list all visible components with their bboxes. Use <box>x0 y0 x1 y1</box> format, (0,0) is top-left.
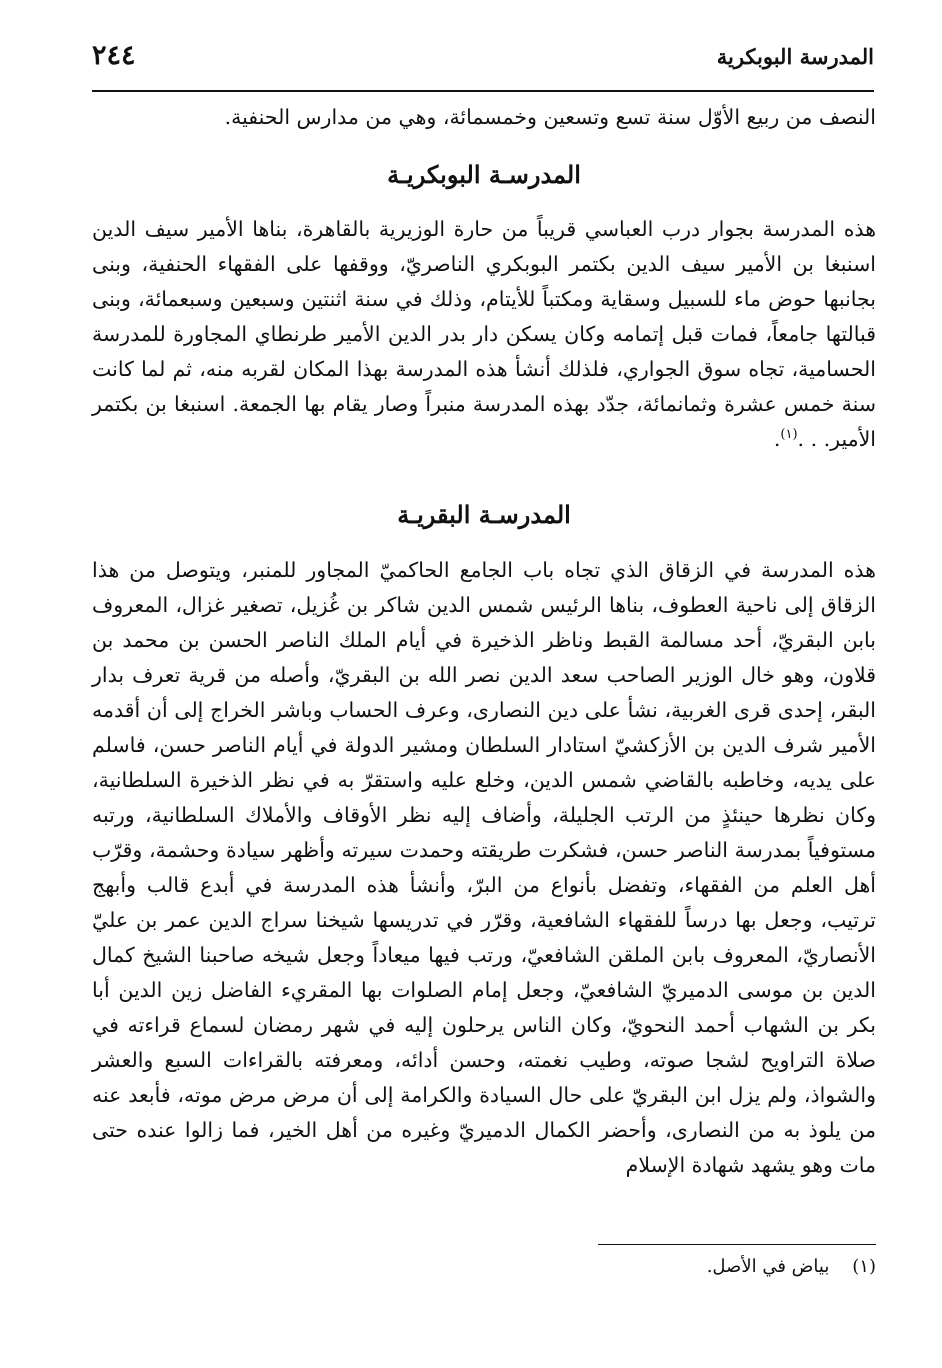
footnote-marker: (١) <box>852 1256 876 1277</box>
footnote-rule <box>598 1244 876 1245</box>
section-body-baqariya <box>92 553 876 1183</box>
footnote-reference: (١) <box>780 427 798 443</box>
running-header <box>92 40 874 86</box>
footnote-text: بياض في الأصل. <box>706 1256 830 1277</box>
section-title-bubakriya: المدرسـة البوبكريـة <box>387 160 581 189</box>
running-title: المدرسة البوبكرية <box>716 44 874 69</box>
header-rule <box>92 90 874 92</box>
paragraph-end: . <box>773 427 781 451</box>
footnote <box>707 1256 876 1277</box>
section-body-bubakriya <box>92 212 876 457</box>
page-number: ٢٤٤ <box>92 40 136 71</box>
section-title-baqariya: المدرسـة البقريـة <box>397 500 571 529</box>
intro-text: النصف من ربيع الأوّل سنة تسع وتسعين وخمسمائة، وهي من مدارس الحنفية. <box>224 105 876 129</box>
paragraph-text: هذه المدرسة في الزقاق الذي تجاه باب الجامع الحاكميّ المجاور للمنبر، ويتوصل من هذا الزقاق إلى ناحية العطوف، بناها الرئيس شمس الدين شاكر بن غُزيل، تصغير غزال، المعروف بابن البقريّ، أحد مسالمة القبط وناظر الذخيرة في أيام الملك الناصر الحسن بن محمد بن قلاون، وهو خال الوزير الصاحب سعد الدين نصر الله بن البقريّ، وأصله من قرية تعرف بدار البقر، إحدى قرى الغربية، نشأ على دين النصارى، وعرف الحساب وباشر الخراج إلى أن أقدمه الأمير شرف الدين بن الأزكشيّ استادار السلطان ومشير الدولة في أيام الناصر حسن، فاسلم على يديه، وخاطبه بالقاضي شمس الدين، وخلع عليه واستقرّ به في نظر الذخيرة السلطانية، وكان نظرها حينئذٍ من الرتب الجليلة، وأضاف إليه نظر الأوقاف والأملاك السلطانية، ورتبه مستوفياً بمدرسة الناصر حسن، فشكرت طريقته وحمدت سيرته وأظهر سيادة وحشمة، وقرّب أهل العلم من الفقهاء، وتفضل بأنواع من البرّ، وأنشأ هذه المدرسة في أبدع قالب وأبهج ترتيب، وجعل بها درساً للفقهاء الشافعية، وقرّر في تدريسها شيخنا سراج الدين عمر بن عليّ الأنصاريّ، المعروف بابن الملقن الشافعيّ، ورتب فيها ميعاداً وجعل شيخه صاحبنا الشيخ كمال الدين بن موسى الدميريّ الشافعيّ، وجعل إمام الصلوات بها المقريء الفاضل زين الدين أبا بكر بن الشهاب أحمد النحويّ، وكان الناس يرحلون إليه في شهر رمضان لسماع قراءته في صلاة التراويح لشجا صوته، وطيب نغمته، وحسن أدائه، ومعرفته بالقراءات السبع والعشر والشواذ، ولم يزل ابن البقريّ على حال السيادة والكرامة إلى أن مرض مرض موته، فأبعد عنه من يلوذ به من النصارى، وأحضر الكمال الدميريّ وغيره من أهل الخير، فما زالوا عنده حتى مات وهو يشهد شهادة الإسلام <box>92 558 876 1177</box>
intro-paragraph <box>92 100 876 135</box>
paragraph-text: هذه المدرسة بجوار درب العباسي قريباً من حارة الوزيرية بالقاهرة، بناها الأمير سيف الدين اسنبغا بن الأمير سيف الدين بكتمر البوبكري الناصريّ، ووقفها على الفقهاء الحنفية، وبنى بجانبها حوض ماء للسبيل وسقاية ومكتباً للأيتام، وذلك في سنة اثنتين وسبعين وسبعمائة، وبنى قبالتها جامعاً، فمات قبل إتمامه وكان يسكن دار بدر الدين الأمير طرنطاي المجاورة للمدرسة الحسامية، تجاه سوق الجواري، فلذلك أنشأ هذه المدرسة بهذا المكان لقربه منه، ثم لما كانت سنة خمس عشرة وثمانمائة، جدّد بهذه المدرسة منبراً وصار يقام بها الجمعة. اسنبغا بن بكتمر الأمير. . . <box>92 217 876 451</box>
